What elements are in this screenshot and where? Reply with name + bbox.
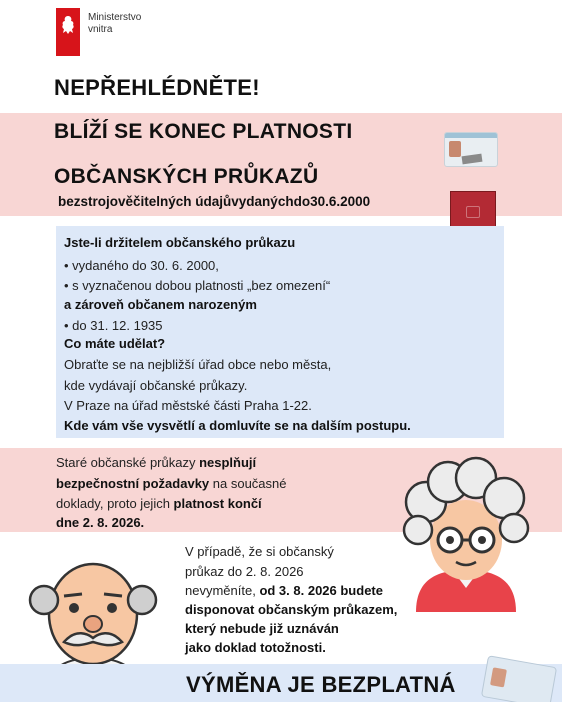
info-line: Jste-li držitelem občanského průkazu [64, 235, 296, 250]
title-line2: OBČANSKÝCH PRŮKAZŮ [54, 165, 319, 188]
new-id-card-footer-image [481, 655, 557, 702]
notice-line: průkaz do 2. 8. 2026 [185, 564, 304, 579]
subtitle: bezstrojověčitelných údajůvydanýchdo30.6.2000 [58, 194, 371, 209]
headline: NEPŘEHLÉDNĚTE! [54, 75, 260, 100]
info-line: a zároveň občanem narozeným [64, 297, 257, 312]
warning-line: bezpečnostní požadavky na současné [56, 476, 287, 491]
info-line: Obraťte se na nejbližší úřad obce nebo města, [64, 357, 332, 372]
info-line: V Praze na úřad městské části Praha 1-22. [64, 398, 312, 413]
warning-line: doklady, proto jejich platnost končí [56, 496, 262, 511]
notice-line: který nebude již uznáván [185, 621, 339, 636]
info-line: • s vyznačenou dobou platnosti „bez omezení“ [64, 278, 331, 293]
notice-line: nevyměníte, od 3. 8. 2026 budete [185, 583, 383, 598]
notice-line: V případě, že si občanský [185, 544, 334, 559]
info-line: Co máte udělat? [64, 336, 166, 351]
info-line: kde vydávají občanské průkazy. [64, 378, 248, 393]
title-line1: BLÍŽÍ SE KONEC PLATNOSTI [54, 120, 353, 143]
grandma-illustration-icon [396, 452, 536, 612]
info-line: • vydaného do 30. 6. 2000, [64, 258, 219, 273]
info-line: Kde vám vše vysvětlí a domluvíte se na dalším postupu. [64, 418, 411, 433]
notice-line: disponovat občanským průkazem, [185, 602, 398, 617]
info-line: • do 31. 12. 1935 [64, 318, 163, 333]
logo-line1: Ministerstvo [88, 12, 142, 23]
new-id-card-image [444, 132, 498, 167]
ministry-logo [56, 8, 141, 56]
logo-line2: vnitra [88, 24, 113, 35]
warning-line: Staré občanské průkazy nesplňují [56, 455, 257, 470]
notice-line: jako doklad totožnosti. [185, 640, 326, 655]
logo-text [88, 12, 141, 36]
footer-title: VÝMĚNA JE BEZPLATNÁ [186, 672, 456, 697]
czech-lion-emblem-icon [56, 8, 80, 56]
warning-line: dne 2. 8. 2026. [56, 515, 145, 530]
